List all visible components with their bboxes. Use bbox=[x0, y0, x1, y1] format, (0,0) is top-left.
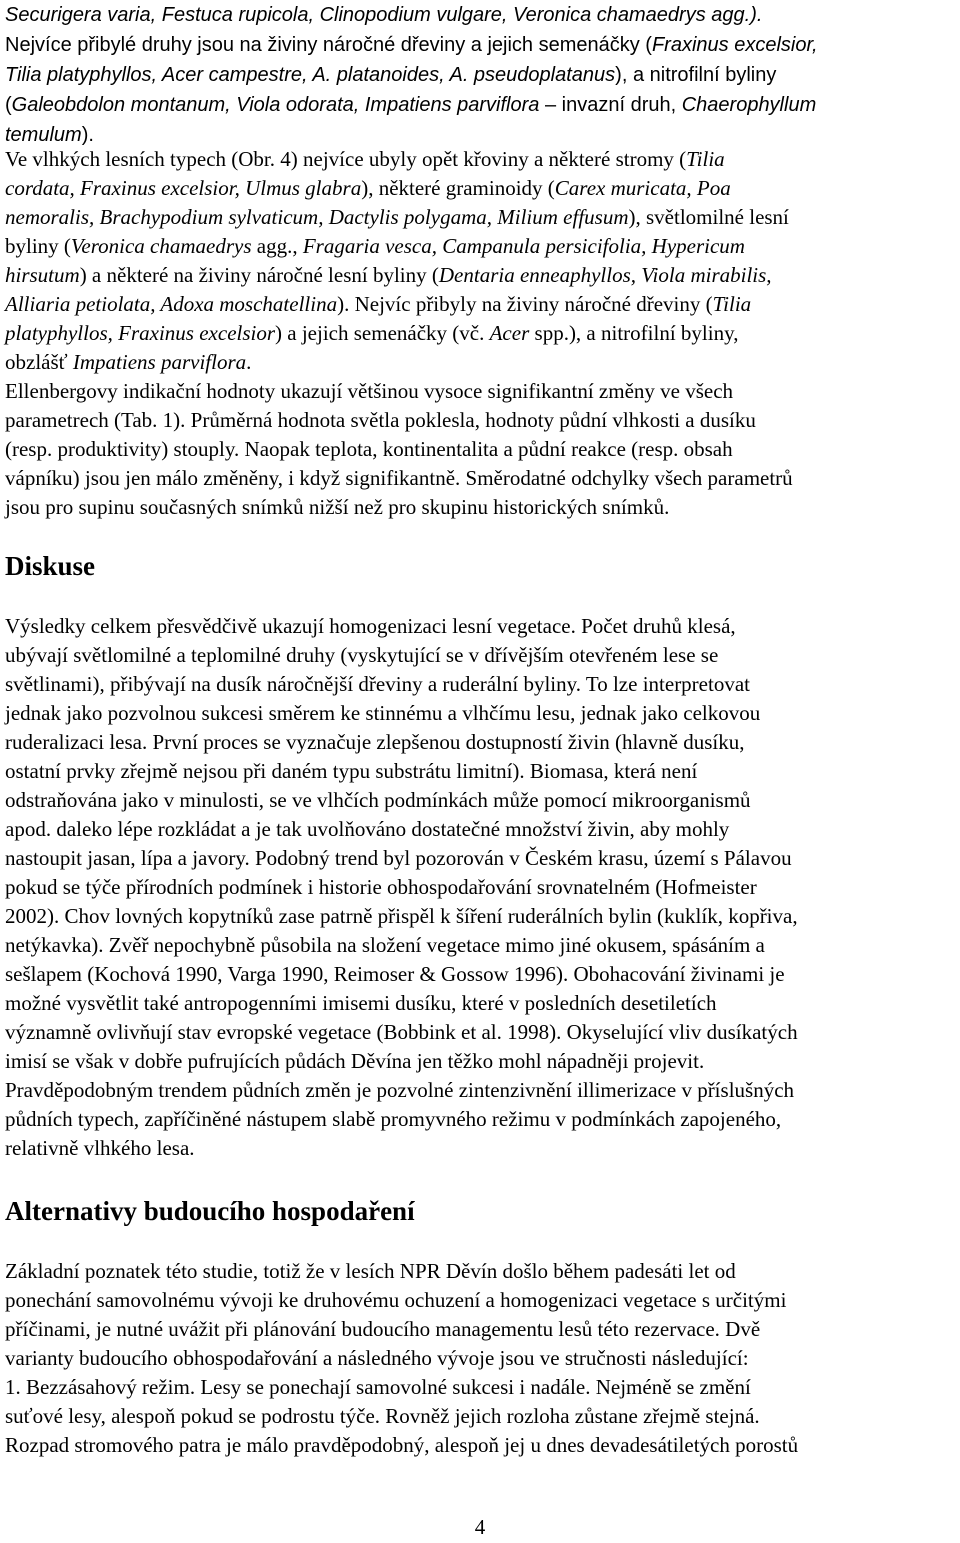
species-text: nemoralis, Brachypodium sylvaticum, Dactylis polygama, Milium effusum bbox=[5, 205, 629, 229]
ellenberg-line: parametrech (Tab. 1). Průměrná hodnota světla poklesla, hodnoty půdní vlhkosti a dusíku bbox=[5, 408, 756, 432]
results-line-1 bbox=[5, 0, 955, 30]
alternatives-line: ponechání samovolnému vývoji ke druhovému ochuzení a homogenizaci vegetace s určitými bbox=[5, 1288, 787, 1312]
discussion-line: apod. daleko lépe rozkládat a je tak uvolňováno dostatečné množství živin, aby mohly bbox=[5, 817, 730, 841]
discussion-line: odstraňována jako v minulosti, se ve vlhčích podmínkách může pomocí mikroorganismů bbox=[5, 788, 751, 812]
paragraph-text: spp.), a nitrofilní byliny, bbox=[529, 321, 739, 345]
species-text: Chaerophyllum bbox=[681, 94, 817, 116]
paragraph-text: ), některé graminoidy ( bbox=[361, 176, 555, 200]
discussion-heading: Diskuse bbox=[5, 551, 96, 581]
alternatives-paragraph bbox=[5, 1257, 955, 1460]
alternatives-heading: Alternativy budoucího hospodaření bbox=[5, 1196, 415, 1226]
wet-line-3 bbox=[5, 203, 955, 232]
paragraph-text: obzlášť bbox=[5, 350, 73, 374]
species-text: Impatiens parviflora bbox=[72, 350, 247, 374]
results-text: Nejvíce přibylé druhy jsou na živiny náročné dřeviny a jejich semenáčky ( bbox=[5, 34, 652, 56]
discussion-line: ubývají světlomilné a teplomilné druhy (vyskytující se v dřívějším otevřeném lese se bbox=[5, 643, 719, 667]
page-number: 4 bbox=[474, 1515, 486, 1539]
alternatives-line: příčinami, je nutné uvážit při plánování budoucího managementu lesů této rezervace. Dvě bbox=[5, 1317, 761, 1341]
results-line-2 bbox=[5, 30, 955, 60]
discussion-line: nastoupit jasan, lípa a javory. Podobný trend byl pozorován v Českém krasu, území s Pálavou bbox=[5, 846, 792, 870]
ellenberg-line: vápníku) jsou jen málo změněny, i když signifikantně. Směrodatné odchylky všech parametrů bbox=[5, 466, 793, 490]
species-text: platyphyllos, Fraxinus excelsior bbox=[5, 321, 276, 345]
species-text: Dentaria enneaphyllos, Viola mirabilis, bbox=[438, 263, 772, 287]
ellenberg-paragraph bbox=[5, 377, 955, 522]
species-text: Tilia bbox=[712, 292, 752, 316]
results-text: ). bbox=[81, 124, 94, 146]
discussion-line: půdních typech, zapříčiněné nástupem slabě promyvného režimu v podmínkách zapojeného, bbox=[5, 1107, 782, 1131]
wet-line-2 bbox=[5, 174, 955, 203]
results-line-3 bbox=[5, 60, 955, 90]
paragraph-text: Ve vlhkých lesních typech (Obr. 4) nejvíce ubyly opět křoviny a některé stromy ( bbox=[5, 147, 687, 171]
wet-line-7 bbox=[5, 319, 955, 348]
paragraph-text: ). Nejvíc přibyly na živiny náročné dřeviny ( bbox=[337, 292, 713, 316]
discussion-line: pokud se týče přírodních podmínek i historie obhospodařování srovnatelném (Hofmeister bbox=[5, 875, 757, 899]
wet-types-paragraph bbox=[5, 145, 955, 377]
discussion-line: jednak jako pozvolnou sukcesi směrem ke stinnému a vlhčímu lesu, jednak jako celkovou bbox=[5, 701, 761, 725]
species-text: cordata, Fraxinus excelsior, Ulmus glabra bbox=[5, 176, 362, 200]
results-continued-paragraph bbox=[5, 0, 955, 150]
paragraph-text: . bbox=[246, 350, 252, 374]
paragraph-text: ), světlomilné lesní bbox=[628, 205, 789, 229]
alternatives-line: Základní poznatek této studie, totiž že v lesích NPR Děvín došlo během padesáti let od bbox=[5, 1259, 736, 1283]
wet-line-5 bbox=[5, 261, 955, 290]
wet-line-8 bbox=[5, 348, 955, 377]
discussion-line: možné vysvětlit také antropogenními imisemi dusíku, které v posledních desetiletích bbox=[5, 991, 717, 1015]
results-text: ), a nitrofilní byliny bbox=[615, 64, 777, 86]
species-list-text: Securigera varia, Festuca rupicola, Clinopodium vulgare, Veronica chamaedrys agg.). bbox=[5, 4, 763, 26]
discussion-paragraph bbox=[5, 612, 955, 1163]
species-text: Tilia bbox=[686, 147, 725, 171]
species-text: pseudoplatanus bbox=[468, 64, 616, 86]
species-text: Alliaria petiolata, Adoxa moschatellina bbox=[5, 292, 338, 316]
ellenberg-line: Ellenbergovy indikační hodnoty ukazují většinou vysoce signifikantní změny ve všech bbox=[5, 379, 734, 403]
species-text: hirsutum bbox=[5, 263, 80, 287]
wet-line-6 bbox=[5, 290, 955, 319]
discussion-line: imisí se však v dobře pufrujících půdách Děvína jen těžko mohl nápadněji projevit. bbox=[5, 1049, 705, 1073]
alternatives-line: Rozpad stromového patra je málo pravděpodobný, alespoň jej u dnes devadesátiletých porostů bbox=[5, 1433, 799, 1457]
discussion-line: ostatní prvky zřejmě nejsou při daném typu substrátu limitní). Biomasa, která není bbox=[5, 759, 698, 783]
results-line-4 bbox=[5, 90, 955, 120]
species-text: Carex muricata, Poa bbox=[554, 176, 731, 200]
alternatives-line: suťové lesy, alespoň pokud se podrostu týče. Rovněž jejich rozloha zůstane zřejmě stejná. bbox=[5, 1404, 760, 1428]
wet-line-1 bbox=[5, 145, 955, 174]
species-text: Veronica chamaedrys bbox=[70, 234, 252, 258]
discussion-line: ruderalizaci lesa. První proces se vyznačuje zlepšenou dostupností živin (hlavně dusíku, bbox=[5, 730, 745, 754]
alternatives-line: 1. Bezzásahový režim. Lesy se ponechají samovolné sukcesi i nadále. Nejméně se změní bbox=[5, 1375, 751, 1399]
paragraph-text: byliny ( bbox=[5, 234, 71, 258]
discussion-line: Výsledky celkem přesvědčivě ukazují homogenizaci lesní vegetace. Počet druhů klesá, bbox=[5, 614, 736, 638]
paragraph-text: ) a jejich semenáčky (vč. bbox=[275, 321, 490, 345]
discussion-line: světlinami), přibývají na dusík náročnější dřeviny a ruderální byliny. To lze interpretovat bbox=[5, 672, 750, 696]
results-text: ( bbox=[5, 94, 12, 116]
species-text: Galeobdolon montanum, Viola odorata, Impatiens parviflora bbox=[11, 94, 540, 116]
wet-line-4 bbox=[5, 232, 955, 261]
discussion-line: významně ovlivňují stav evropské vegetace (Bobbink et al. 1998). Okyselující vliv dusíkatých bbox=[5, 1020, 798, 1044]
paragraph-text: ) a některé na živiny náročné lesní byliny ( bbox=[79, 263, 439, 287]
results-text: – invazní druh, bbox=[539, 94, 682, 116]
discussion-line: netýkavka). Zvěř nepochybně působila na složení vegetace mimo jiné okusem, spásáním a bbox=[5, 933, 765, 957]
discussion-line: Pravděpodobným trendem půdních změn je pozvolné zintenzivnění illimerizace v příslušných bbox=[5, 1078, 795, 1102]
species-text: Fragaria vesca, Campanula persicifolia, Hypericum bbox=[302, 234, 745, 258]
species-text: Fraxinus excelsior, bbox=[651, 34, 818, 56]
species-text: Tilia platyphyllos, Acer campestre, A. platanoides, A. bbox=[5, 64, 469, 86]
discussion-line: sešlapem (Kochová 1990, Varga 1990, Reimoser & Gossow 1996). Obohacování živinami je bbox=[5, 962, 785, 986]
species-text: Acer bbox=[489, 321, 530, 345]
ellenberg-line: (resp. produktivity) stouply. Naopak teplota, kontinentalita a půdní reakce (resp. obsah bbox=[5, 437, 733, 461]
discussion-line: 2002). Chov lovných kopytníků zase patrně přispěl k šíření ruderálních bylin (kuklík, kopřiva, bbox=[5, 904, 798, 928]
ellenberg-line: jsou pro supinu současných snímků nižší než pro skupinu historických snímků. bbox=[5, 495, 670, 519]
species-text: temulum bbox=[5, 124, 82, 146]
paragraph-text: agg., bbox=[251, 234, 303, 258]
alternatives-line: varianty budoucího obhospodařování a následného vývoje jsou ve stručnosti následující: bbox=[5, 1346, 749, 1370]
discussion-line: relativně vlhkého lesa. bbox=[5, 1136, 195, 1160]
